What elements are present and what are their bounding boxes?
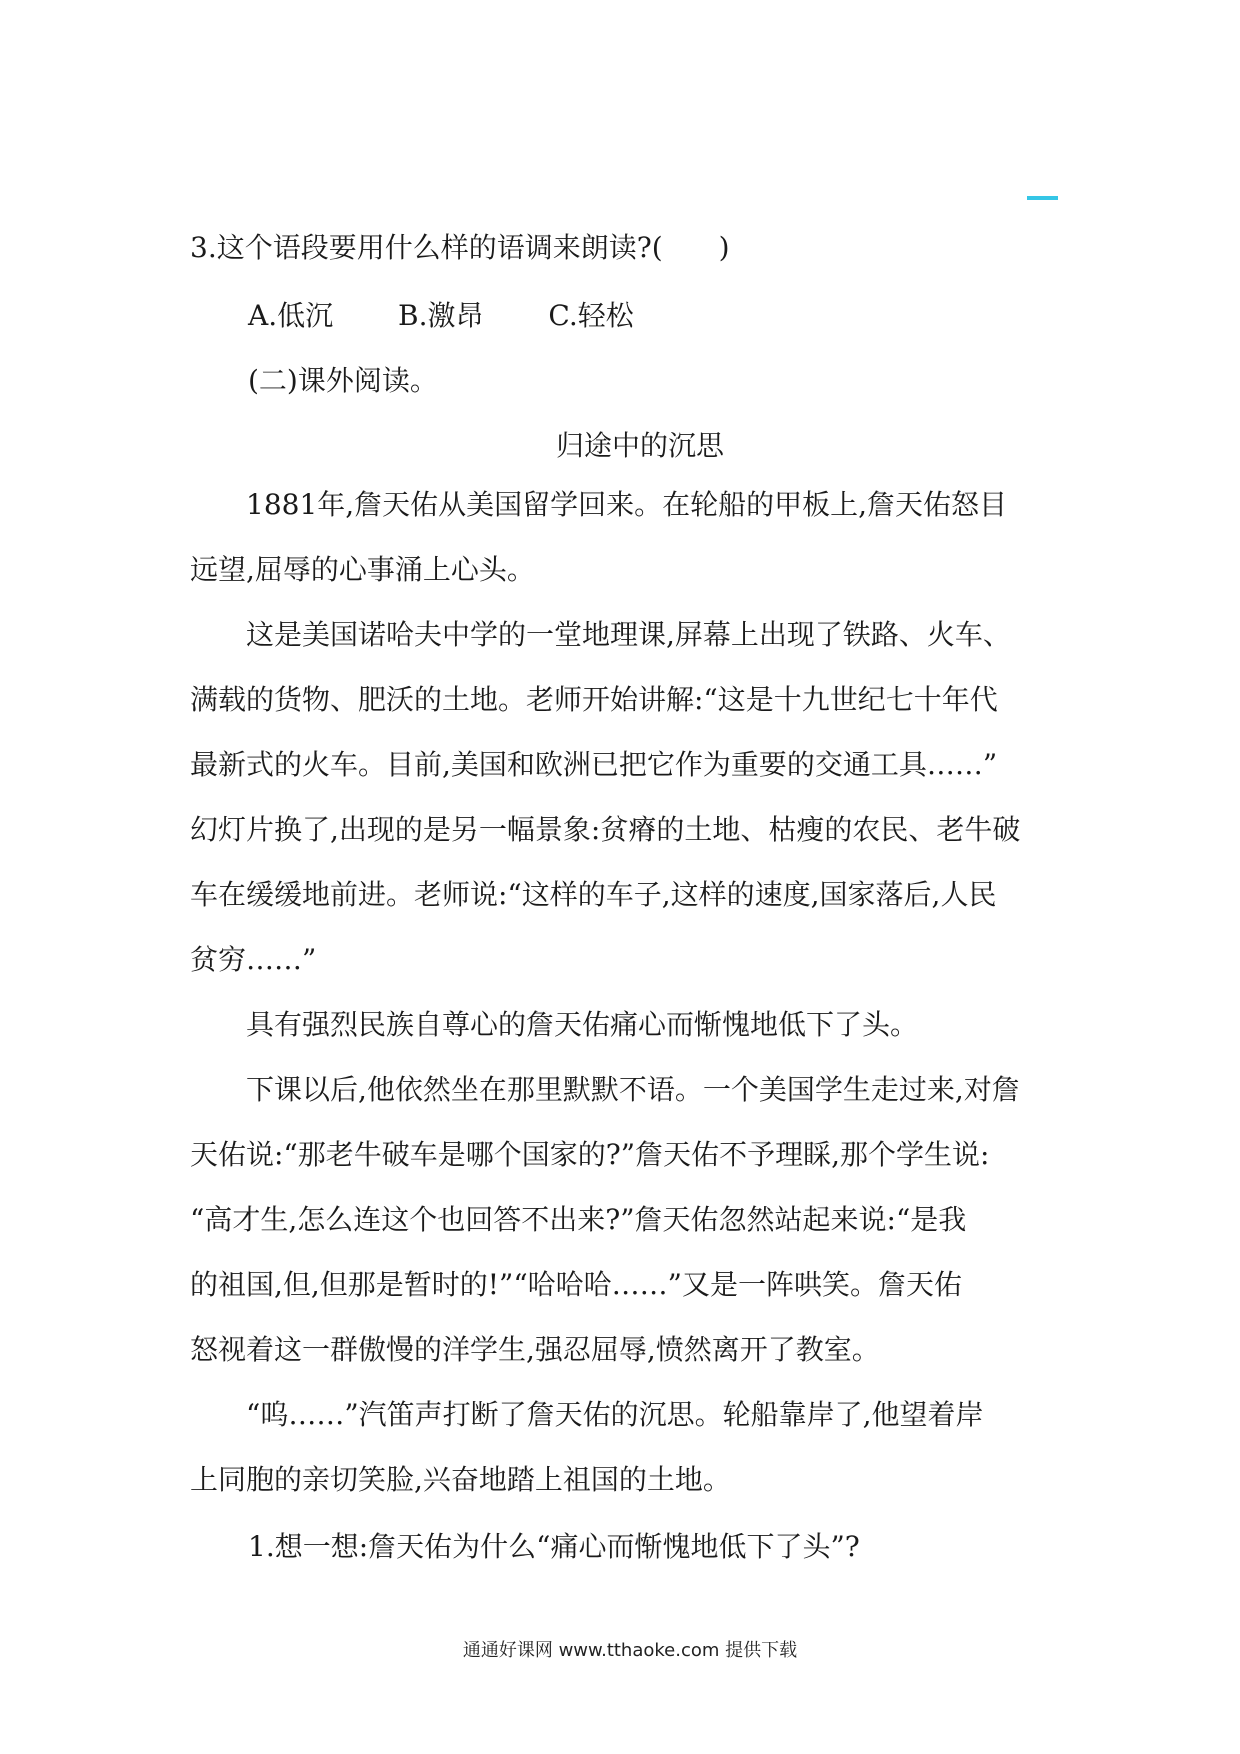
passage-line: 远望,屈辱的心事涌上心头。 bbox=[190, 553, 535, 586]
passage-line: 贫穷……” bbox=[190, 943, 317, 976]
passage-line: 怒视着这一群傲慢的洋学生,强忍屈辱,愤然离开了教室。 bbox=[190, 1333, 880, 1366]
footer-credit: 通通好课网 www.tthaoke.com 提供下载 bbox=[462, 1640, 798, 1661]
passage-line: 这是美国诺哈夫中学的一堂地理课,屏幕上出现了铁路、火车、 bbox=[190, 618, 1011, 651]
passage-line: 车在缓缓地前进。老师说:“这样的车子,这样的速度,国家落后,人民 bbox=[190, 878, 997, 911]
question-3-text: 3.这个语段要用什么样的语调来朗读?( ) bbox=[190, 231, 730, 264]
passage-line: 最新式的火车。目前,美国和欧洲已把它作为重要的交通工具……” bbox=[190, 748, 998, 781]
question-3-options bbox=[248, 296, 634, 336]
question-1-text: 1.想一想:詹天佑为什么“痛心而惭愧地低下了头”? bbox=[248, 1530, 860, 1563]
passage-line: 满载的货物、肥沃的土地。老师开始讲解:“这是十九世纪七十年代 bbox=[190, 683, 998, 716]
passage-line: 的祖国,但,但那是暂时的!”“哈哈哈……”又是一阵哄笑。詹天佑 bbox=[190, 1268, 962, 1301]
passage-line: 上同胞的亲切笑脸,兴奋地踏上祖国的土地。 bbox=[190, 1463, 731, 1496]
passage-title: 归途中的沉思 bbox=[555, 429, 724, 462]
passage-line: 1881年,詹天佑从美国留学回来。在轮船的甲板上,詹天佑怒目 bbox=[190, 488, 1008, 521]
option-a: A.低沉 bbox=[248, 299, 334, 332]
section-heading: (二)课外阅读。 bbox=[248, 364, 438, 397]
passage-line: 天佑说:“那老牛破车是哪个国家的?”詹天佑不予理睬,那个学生说: bbox=[190, 1138, 990, 1171]
accent-dash-mark bbox=[1027, 196, 1058, 200]
passage-line: “高才生,怎么连这个也回答不出来?”詹天佑忽然站起来说:“是我 bbox=[190, 1203, 967, 1236]
option-c: C.轻松 bbox=[548, 299, 634, 332]
passage-line: 具有强烈民族自尊心的詹天佑痛心而惭愧地低下了头。 bbox=[190, 1008, 919, 1041]
option-b: B.激昂 bbox=[398, 299, 484, 332]
passage-line: 幻灯片换了,出现的是另一幅景象:贫瘠的土地、枯瘦的农民、老牛破 bbox=[190, 813, 1021, 846]
passage-line: “呜……”汽笛声打断了詹天佑的沉思。轮船靠岸了,他望着岸 bbox=[190, 1398, 984, 1431]
passage-line: 下课以后,他依然坐在那里默默不语。一个美国学生走过来,对詹 bbox=[190, 1073, 1020, 1106]
